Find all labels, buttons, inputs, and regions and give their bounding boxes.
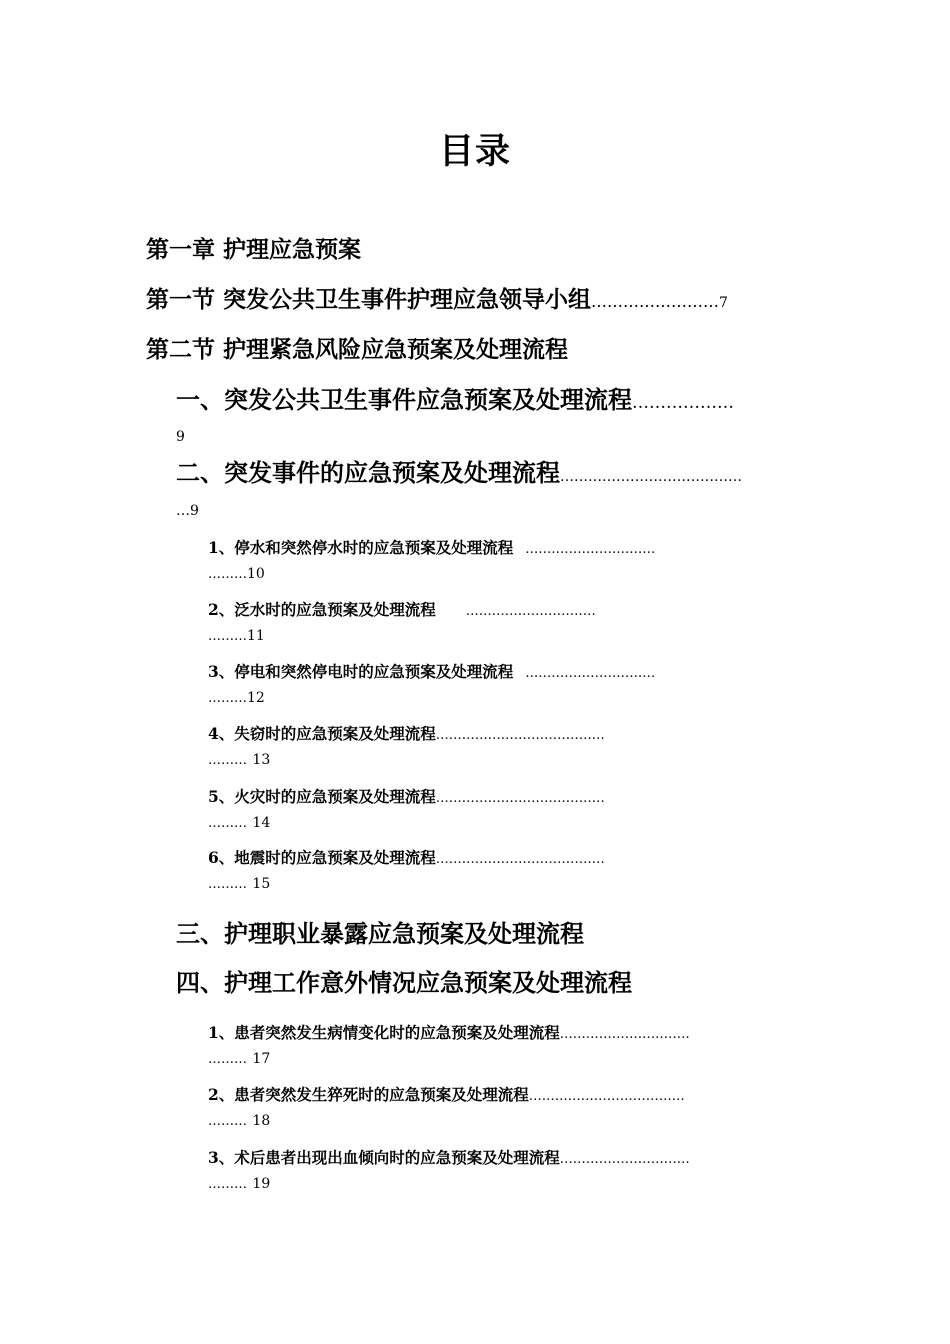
toc-entry-text: 一、突发公共卫生事件应急预案及处理流程 xyxy=(176,385,632,414)
toc-item-6[interactable] xyxy=(208,848,605,870)
toc-leader: ……… xyxy=(208,877,247,892)
toc-leader: …………………… xyxy=(591,292,720,311)
toc-subsection-4[interactable] xyxy=(176,969,632,997)
toc-leader: ……… xyxy=(208,816,247,831)
toc-item-1[interactable] xyxy=(208,538,655,560)
page-title: 目录 xyxy=(438,131,511,172)
toc-page-line xyxy=(208,687,265,709)
toc-page-number: 9 xyxy=(176,429,185,445)
toc-page-line xyxy=(176,500,199,521)
toc-leader: ……… xyxy=(208,1177,247,1192)
toc-leader: ……… xyxy=(208,629,247,644)
toc-entry-text: 三、护理职业暴露应急预案及处理流程 xyxy=(176,919,584,948)
toc-leader: ……………………………… xyxy=(528,1089,685,1104)
toc-item-5[interactable] xyxy=(208,787,605,809)
toc-item-3[interactable] xyxy=(208,662,655,684)
toc-leader: ……… xyxy=(208,753,247,768)
toc-page-line xyxy=(208,625,265,647)
toc-page-number: 12 xyxy=(247,690,265,706)
toc-chapter-1[interactable] xyxy=(146,236,361,264)
toc-page-number: 18 xyxy=(252,1113,271,1129)
toc-page-number: 15 xyxy=(252,876,271,892)
toc-page-line xyxy=(208,1110,270,1132)
toc-leader: ……… xyxy=(208,567,247,582)
toc-page-number: 14 xyxy=(252,815,271,831)
toc-entry-text: 2、泛水时的应急预案及处理流程 xyxy=(208,600,436,619)
toc-page-number: 13 xyxy=(252,752,271,768)
toc-leader: ……………… xyxy=(632,393,734,413)
toc-page-line xyxy=(176,426,185,447)
toc-leader: ……… xyxy=(208,1052,247,1067)
toc-item-4-1[interactable] xyxy=(208,1023,690,1045)
toc-leader: ………………………………… xyxy=(435,852,605,867)
toc-leader: ………………………… xyxy=(559,1152,690,1167)
toc-page-line xyxy=(208,812,270,834)
toc-page-line xyxy=(208,563,265,585)
toc-entry-text: 2、患者突然发生猝死时的应急预案及处理流程 xyxy=(208,1085,529,1104)
toc-entry-text: 二、突发事件的应急预案及处理流程 xyxy=(176,458,560,487)
toc-page-number: 19 xyxy=(252,1176,271,1192)
toc-entry-text: 1、停水和突然停水时的应急预案及处理流程 xyxy=(208,538,514,557)
toc-entry-text: 6、地震时的应急预案及处理流程 xyxy=(208,848,436,867)
toc-item-4[interactable] xyxy=(208,724,605,746)
toc-page-number: 10 xyxy=(247,566,265,582)
toc-entry-text: 1、患者突然发生病情变化时的应急预案及处理流程 xyxy=(208,1023,560,1042)
toc-leader: ………………………………… xyxy=(435,791,605,806)
toc-entry-text: 第二节 护理紧急风险应急预案及处理流程 xyxy=(146,336,569,363)
toc-entry-text: 4、失窃时的应急预案及处理流程 xyxy=(208,724,436,743)
toc-entry-text: 3、术后患者出现出血倾向时的应急预案及处理流程 xyxy=(208,1148,560,1167)
toc-leader: ………………………………… xyxy=(435,728,605,743)
toc-page-number: 11 xyxy=(247,628,265,644)
toc-subsection-2[interactable] xyxy=(176,459,742,491)
toc-leader: ………………………… xyxy=(559,1027,690,1042)
toc-subsection-1[interactable] xyxy=(176,386,734,417)
toc-leader: ……… xyxy=(208,691,247,706)
toc-entry-text: 5、火灾时的应急预案及处理流程 xyxy=(208,787,436,806)
toc-section-1[interactable] xyxy=(146,286,728,317)
toc-leader: ………………………… xyxy=(525,666,656,681)
toc-leader: ……… xyxy=(208,1114,247,1129)
toc-leader: ………………………………… xyxy=(560,469,742,485)
toc-leader: … xyxy=(176,503,190,519)
toc-entry-text: 第一章 护理应急预案 xyxy=(146,236,362,263)
toc-entry-text: 四、护理工作意外情况应急预案及处理流程 xyxy=(176,968,632,997)
toc-item-4-2[interactable] xyxy=(208,1085,685,1107)
toc-entry-text: 第一节 突发公共卫生事件护理应急领导小组 xyxy=(146,286,592,313)
toc-entry-text: 3、停电和突然停电时的应急预案及处理流程 xyxy=(208,662,514,681)
toc-page-line xyxy=(208,749,270,771)
toc-page-number: 17 xyxy=(252,1051,271,1067)
toc-page-line xyxy=(208,1048,270,1070)
toc-item-2[interactable] xyxy=(208,600,596,622)
toc-section-2[interactable] xyxy=(146,336,568,364)
toc-page-line xyxy=(208,1173,270,1195)
toc-leader: ………………………… xyxy=(465,604,596,619)
toc-page-number: 7 xyxy=(719,295,728,311)
toc-leader: ………………………… xyxy=(525,542,656,557)
toc-page-number: 9 xyxy=(190,503,199,519)
toc-page-line xyxy=(208,873,270,895)
toc-subsection-3[interactable] xyxy=(176,920,584,948)
toc-item-4-3[interactable] xyxy=(208,1148,690,1170)
